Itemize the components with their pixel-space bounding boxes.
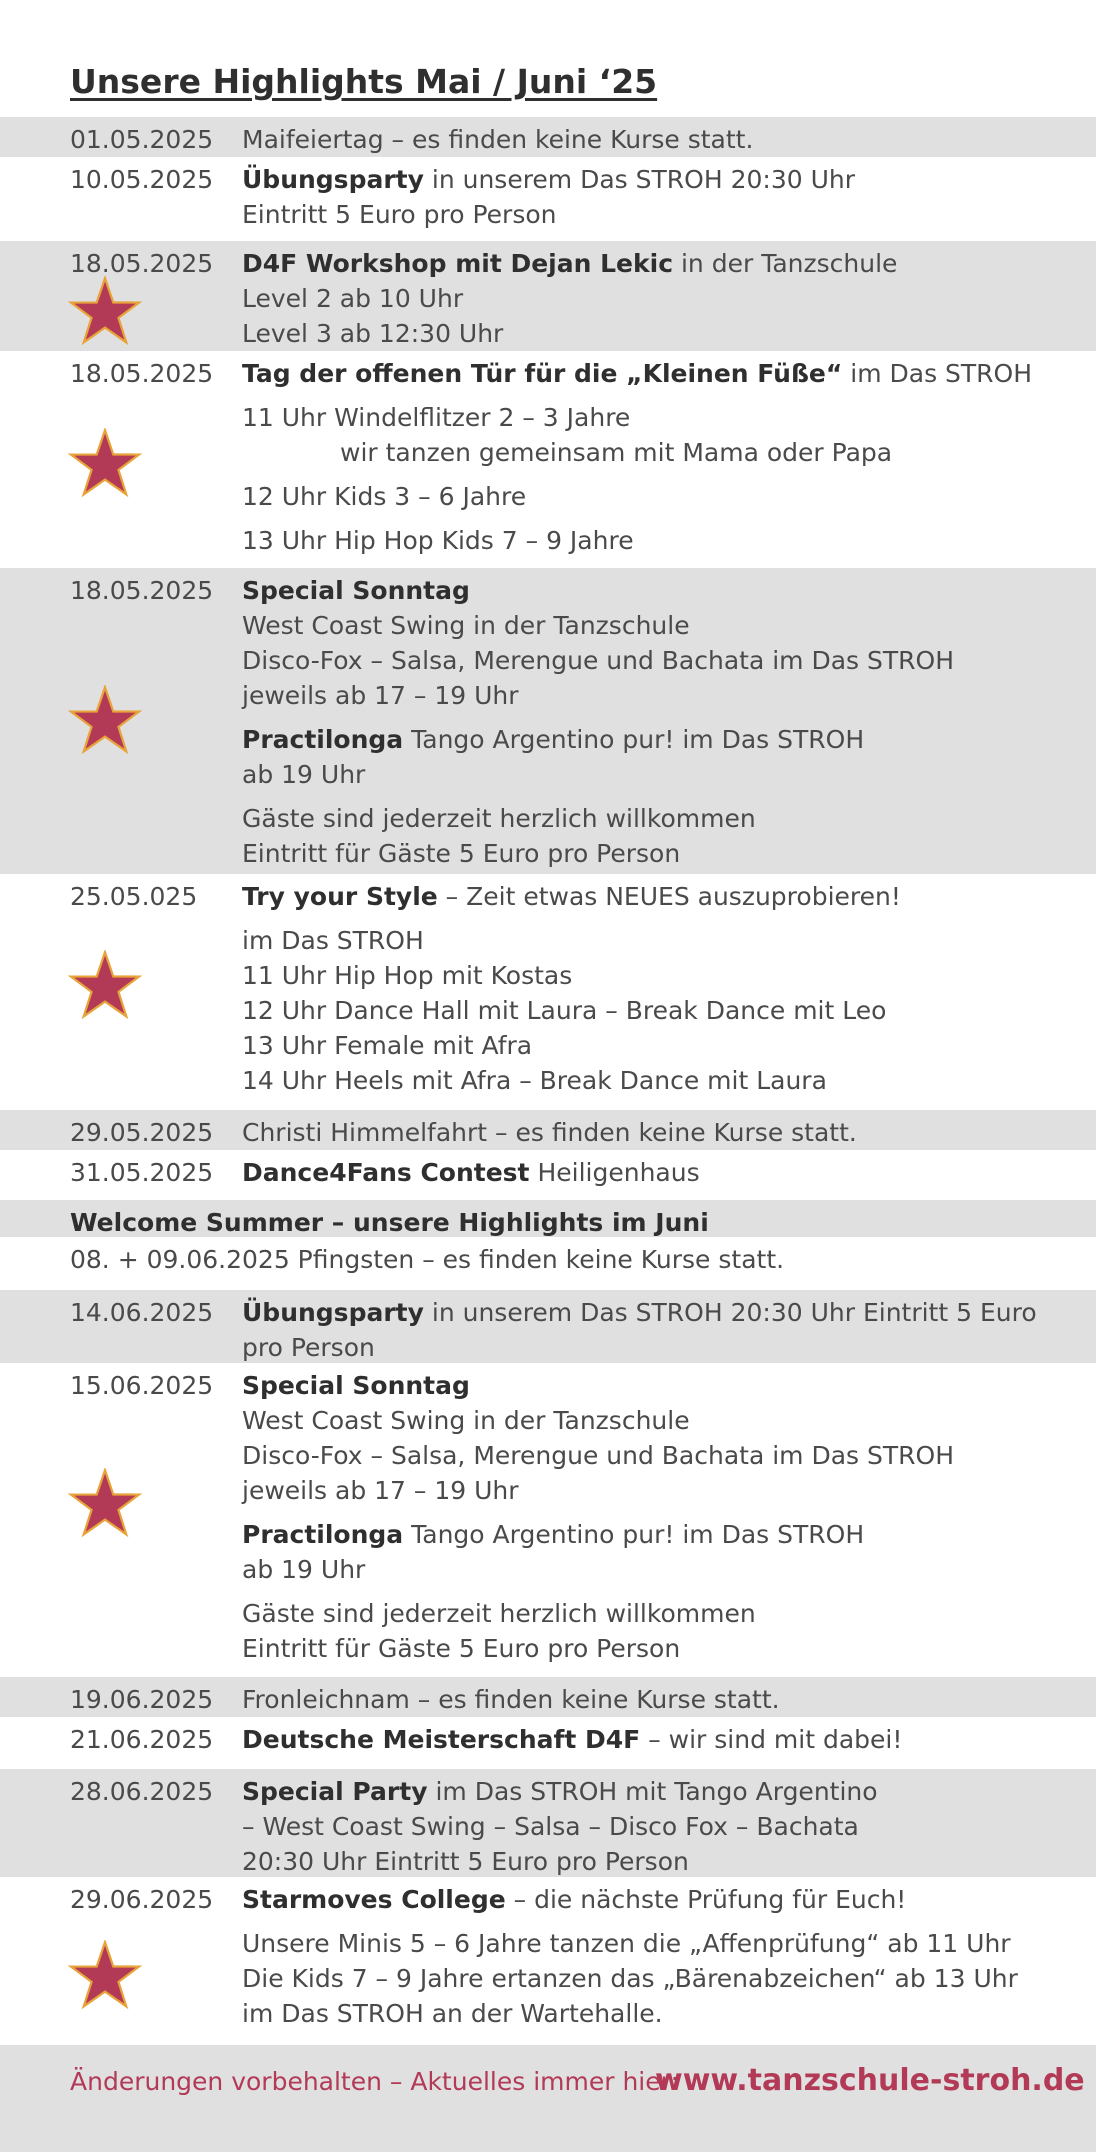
event-date: 25.05.025 (70, 882, 198, 911)
event-date: 15.06.2025 (70, 1371, 214, 1400)
event-line (242, 1438, 1082, 1473)
event-line (242, 678, 1082, 713)
event-line (242, 1926, 1082, 1961)
event-line (242, 1330, 1082, 1365)
event-text: – Zeit etwas NEUES auszuprobieren! (437, 882, 901, 911)
event-date: 29.05.2025 (70, 1118, 214, 1147)
event-text: Fronleichnam – es finden keine Kurse statt. (242, 1685, 780, 1714)
event-text: Christi Himmelfahrt – es finden keine Kurse statt. (242, 1118, 857, 1147)
event-row (0, 117, 1096, 157)
event-text: Tango Argentino pur! im Das STROH (403, 725, 865, 754)
event-details (242, 1115, 1082, 1150)
event-text: 12 Uhr Dance Hall mit Laura – Break Dance mit Leo (242, 996, 887, 1025)
event-text: im Das STROH (242, 926, 424, 955)
event-line (242, 316, 1082, 351)
event-text: 13 Uhr Hip Hop Kids 7 – 9 Jahre (242, 526, 634, 555)
event-text: in der Tanzschule (673, 249, 898, 278)
event-line (242, 523, 1082, 558)
event-line (242, 197, 1082, 232)
event-title: Übungsparty (242, 1298, 424, 1327)
event-date: 18.05.2025 (70, 359, 214, 388)
event-line (242, 801, 1082, 836)
event-date: 18.05.2025 (70, 249, 214, 278)
event-row (0, 1677, 1096, 1717)
event-details (242, 573, 1082, 871)
event-line (242, 1063, 1082, 1098)
event-title: Try your Style (242, 882, 438, 911)
footer (0, 2045, 1096, 2152)
event-text: 11 Uhr Windelflitzer 2 – 3 Jahre (242, 403, 631, 432)
event-line (242, 1368, 1082, 1403)
event-line (242, 836, 1082, 871)
event-title: Dance4Fans Contest (242, 1158, 530, 1187)
section-heading: Welcome Summer – unsere Highlights im Juni (70, 1208, 709, 1237)
event-row (0, 1150, 1096, 1200)
event-line (242, 1295, 1082, 1330)
event-text: – die nächste Prüfung für Euch! (505, 1885, 907, 1914)
page-title: Unsere Highlights Mai / Juni ‘25 (70, 62, 658, 101)
event-line (242, 993, 1082, 1028)
event-line (242, 573, 1082, 608)
event-line (242, 1809, 1082, 1844)
event-title: Special Sonntag (242, 576, 470, 605)
event-text: Gäste sind jederzeit herzlich willkommen (242, 804, 756, 833)
event-text: West Coast Swing in der Tanzschule (242, 611, 690, 640)
event-text: Disco-Fox – Salsa, Merengue und Bachata im Das STROH (242, 1441, 954, 1470)
event-line (242, 643, 1082, 678)
event-text: Eintritt für Gäste 5 Euro pro Person (242, 1634, 681, 1663)
event-row (0, 1363, 1096, 1677)
event-text: West Coast Swing in der Tanzschule (242, 1406, 690, 1435)
event-text: 11 Uhr Hip Hop mit Kostas (242, 961, 573, 990)
event-date: 14.06.2025 (70, 1298, 214, 1327)
event-title: Practilonga (242, 725, 404, 754)
event-text: im Das STROH mit Tango Argentino (427, 1777, 878, 1806)
event-line (242, 1115, 1082, 1150)
star-icon (68, 685, 142, 759)
event-row (0, 874, 1096, 1110)
event-text: Eintritt für Gäste 5 Euro pro Person (242, 839, 681, 868)
event-line (242, 722, 1082, 757)
footer-note: Änderungen vorbehalten – Aktuelles immer hier: (70, 2067, 679, 2096)
event-text: Maifeiertag – es finden keine Kurse statt. (242, 125, 754, 154)
event-line (242, 479, 1082, 514)
event-text: im Das STROH an der Wartehalle. (242, 1999, 663, 2028)
event-text: pro Person (242, 1333, 375, 1362)
section-heading-row (0, 1200, 1096, 1237)
event-line (242, 1722, 1082, 1757)
event-line (242, 1028, 1082, 1063)
event-text: Level 2 ab 10 Uhr (242, 284, 464, 313)
event-row (0, 351, 1096, 568)
star-icon (68, 276, 142, 350)
event-text: jeweils ab 17 – 19 Uhr (242, 1476, 519, 1505)
event-title: Starmoves College (242, 1885, 506, 1914)
event-text: im Das STROH (842, 359, 1033, 388)
event-details (242, 246, 1082, 351)
event-date: 21.06.2025 (70, 1725, 214, 1754)
event-title: Deutsche Meisterschaft D4F (242, 1725, 641, 1754)
event-line (242, 435, 1082, 470)
star-icon (68, 1940, 142, 2014)
event-text: wir tanzen gemeinsam mit Mama oder Papa (340, 438, 893, 467)
event-text: in unserem Das STROH 20:30 Uhr Eintritt 5 Euro (423, 1298, 1037, 1327)
event-row (0, 1110, 1096, 1150)
event-line (242, 1631, 1082, 1666)
event-line (242, 879, 1082, 914)
event-text: 14 Uhr Heels mit Afra – Break Dance mit Laura (242, 1066, 827, 1095)
event-text: Disco-Fox – Salsa, Merengue und Bachata im Das STROH (242, 646, 954, 675)
event-details (242, 356, 1082, 558)
event-text: Die Kids 7 – 9 Jahre ertanzen das „Bärenabzeichen“ ab 13 Uhr (242, 1964, 1018, 1993)
event-text: Heiligenhaus (529, 1158, 700, 1187)
event-text: Eintritt 5 Euro pro Person (242, 200, 557, 229)
event-line (242, 923, 1082, 958)
event-line (242, 1961, 1082, 1996)
event-line (242, 1517, 1082, 1552)
event-details (242, 1722, 1082, 1757)
star-icon (68, 1468, 142, 1542)
event-line (242, 1596, 1082, 1631)
event-text: 12 Uhr Kids 3 – 6 Jahre (242, 482, 527, 511)
star-icon (68, 428, 142, 502)
website-link[interactable]: www.tanzschule-stroh.de (655, 2063, 1085, 2098)
event-row (0, 157, 1096, 241)
event-row (0, 1237, 1096, 1290)
event-line (242, 356, 1082, 391)
event-details (242, 1774, 1082, 1879)
event-title: D4F Workshop mit Dejan Lekic (242, 249, 674, 278)
event-line (242, 958, 1082, 993)
event-title: Tag der offenen Tür für die „Kleinen Füße“ (242, 359, 843, 388)
event-date: 29.06.2025 (70, 1885, 214, 1914)
event-line (242, 400, 1082, 435)
event-line (242, 1996, 1082, 2031)
event-date: 19.06.2025 (70, 1685, 214, 1714)
event-details (242, 162, 1082, 232)
event-text: 20:30 Uhr Eintritt 5 Euro pro Person (242, 1847, 689, 1876)
star-icon (68, 950, 142, 1024)
event-row (0, 568, 1096, 874)
event-title: Übungsparty (242, 165, 424, 194)
event-text: Level 3 ab 12:30 Uhr (242, 319, 504, 348)
event-row (0, 1717, 1096, 1769)
event-text: ab 19 Uhr (242, 760, 366, 789)
event-text: Tango Argentino pur! im Das STROH (403, 1520, 865, 1549)
event-text: ab 19 Uhr (242, 1555, 366, 1584)
event-date: 18.05.2025 (70, 576, 214, 605)
event-details (242, 879, 1082, 1098)
event-line (242, 1552, 1082, 1587)
event-row (0, 1290, 1096, 1363)
event-date: 01.05.2025 (70, 125, 214, 154)
event-details (242, 1155, 1082, 1190)
event-text: in unserem Das STROH 20:30 Uhr (423, 165, 856, 194)
event-details (242, 122, 1082, 157)
event-line (242, 1882, 1082, 1917)
event-line (242, 608, 1082, 643)
event-line (242, 1155, 1082, 1190)
event-line (242, 246, 1082, 281)
event-line (242, 1473, 1082, 1508)
event-date: 31.05.2025 (70, 1158, 214, 1187)
event-details (242, 1882, 1082, 2031)
event-line (242, 1844, 1082, 1879)
event-line (242, 162, 1082, 197)
event-line (242, 1403, 1082, 1438)
event-row (0, 1877, 1096, 2045)
event-details (242, 1682, 1082, 1717)
event-text: – wir sind mit dabei! (640, 1725, 903, 1754)
event-text: – West Coast Swing – Salsa – Disco Fox – Bachata (242, 1812, 859, 1841)
event-details (242, 1295, 1082, 1365)
event-text: jeweils ab 17 – 19 Uhr (242, 681, 519, 710)
event-text: Gäste sind jederzeit herzlich willkommen (242, 1599, 756, 1628)
event-row (0, 241, 1096, 351)
event-date: 10.05.2025 (70, 165, 214, 194)
event-line (242, 281, 1082, 316)
event-row (0, 1769, 1096, 1877)
event-details (242, 1368, 1082, 1666)
event-line (242, 757, 1082, 792)
event-text: Unsere Minis 5 – 6 Jahre tanzen die „Affenprüfung“ ab 11 Uhr (242, 1929, 1011, 1958)
event-line (242, 1774, 1082, 1809)
event-date: 28.06.2025 (70, 1777, 214, 1806)
event-title: Special Party (242, 1777, 428, 1806)
event-line (242, 122, 1082, 157)
event-title: Practilonga (242, 1520, 404, 1549)
event-title: Special Sonntag (242, 1371, 470, 1400)
event-line (242, 1682, 1082, 1717)
event-text: 13 Uhr Female mit Afra (242, 1031, 533, 1060)
event-full-line: 08. + 09.06.2025 Pfingsten – es finden keine Kurse statt. (70, 1245, 785, 1274)
